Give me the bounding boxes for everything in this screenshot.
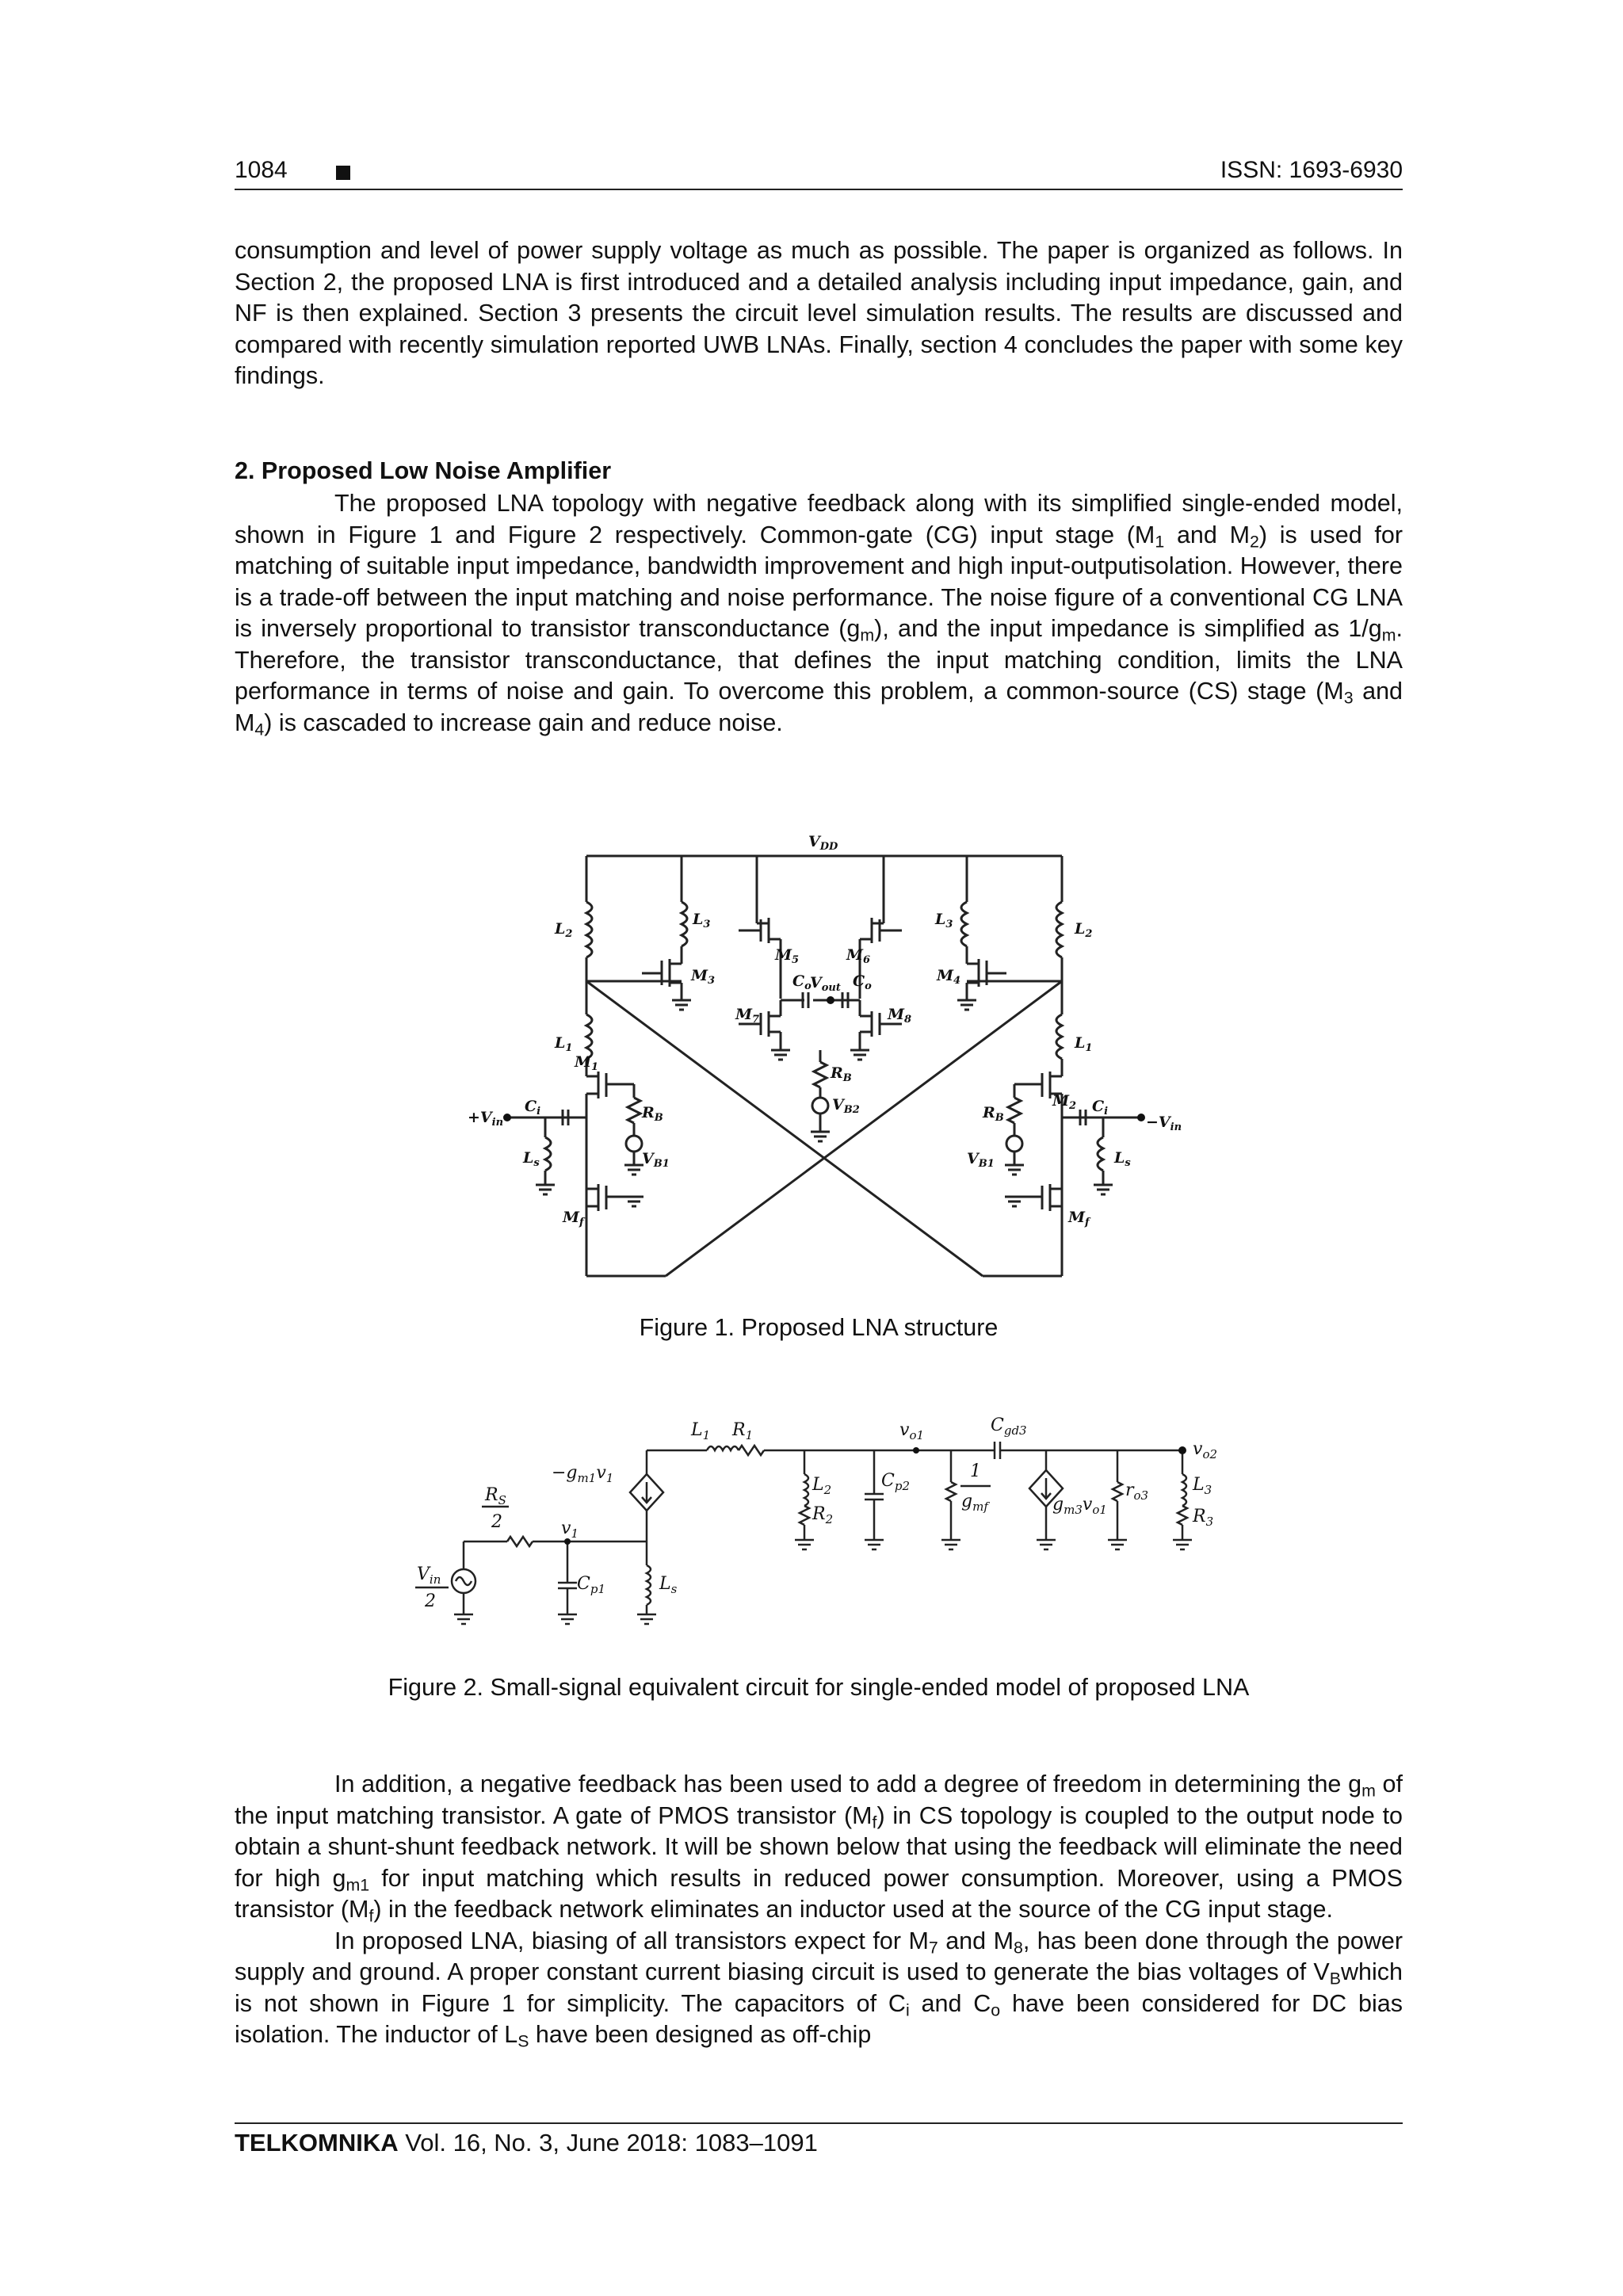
section-paragraph bbox=[235, 488, 1403, 739]
header-square-icon bbox=[336, 166, 350, 180]
figure-2-schematic bbox=[412, 1407, 1276, 1652]
subscript: m bbox=[1381, 625, 1396, 645]
svg-text:Cgd3: $C_{gd3}$ bbox=[991, 1415, 1027, 1438]
svg-text:gm3vo1: $g_{m3}v_{o1}$ bbox=[1052, 1495, 1107, 1517]
svg-text:vo2: $v_{o2}$ bbox=[1193, 1439, 1218, 1461]
text-run: and M bbox=[1164, 521, 1250, 548]
text-run: have been designed as off-chip bbox=[529, 2021, 872, 2048]
subscript: B bbox=[1329, 1969, 1342, 1988]
text-run: . Therefore, the transistor transconductance, that defines the input matching condition, limits the LNA performance in terms of noise and gain. To overcome this problem, a common-source (CS) stage (M bbox=[235, 615, 1403, 705]
text-run: ) in the feedback network eliminates an inductor used at the source of the CG input stage. bbox=[373, 1896, 1333, 1923]
subscript: 4 bbox=[254, 719, 265, 739]
svg-text:M5: $M_5$ bbox=[775, 946, 800, 966]
text-run: ), and the input impedance is simplified as 1/g bbox=[874, 615, 1382, 642]
svg-text:RB: $R_B$ bbox=[831, 1064, 852, 1084]
svg-text:Mf: $M_f$ bbox=[563, 1209, 584, 1228]
text-run: ) in CS topology is coupled to the output node to obtain a shunt-shunt feedback network. It will be shown below that using the feedback will eliminate the need for high g bbox=[235, 1801, 1403, 1892]
text-run: The proposed LNA topology with negative feedback along with its simplified single-ended model, shown in Figure 1 and Figure 2 respectively. Common-gate (CG) input stage (M bbox=[235, 490, 1403, 548]
svg-text:L2: $L_2$ bbox=[555, 920, 573, 940]
svg-text:VB1: $V_{B1}$ bbox=[642, 1150, 670, 1170]
svg-text:L2: $L_2$ bbox=[1075, 920, 1093, 940]
svg-text:Cp2: $C_{p2}$ bbox=[881, 1471, 910, 1493]
svg-text:R3: $R_3$ bbox=[1193, 1507, 1214, 1529]
svg-text:L3: $L_3$ bbox=[1193, 1475, 1212, 1497]
svg-text:Vout: $V_{out}$ bbox=[810, 974, 841, 994]
subscript: i bbox=[905, 2000, 910, 2019]
text-run: ) is cascaded to increase gain and reduce noise. bbox=[264, 709, 783, 736]
svg-text:M4: $M_4$ bbox=[937, 967, 961, 987]
svg-text:ro3: $r_{o3}$ bbox=[1125, 1480, 1149, 1503]
svg-text:Co: $C_o$ bbox=[853, 972, 872, 992]
text-run: and M bbox=[235, 678, 1403, 736]
svg-text:L2: $L_2$ bbox=[812, 1475, 832, 1497]
paragraph-feedback bbox=[235, 1769, 1403, 1926]
svg-text:L1: $L_1$ bbox=[555, 1034, 573, 1054]
text-run: , has been done through the power supply and ground. A proper constant current biasing circuit is used to generate the bias voltages of V bbox=[235, 1927, 1403, 1985]
subscript: 8 bbox=[1013, 1937, 1023, 1957]
svg-text:2: 2 bbox=[425, 1591, 436, 1611]
text-run: and C bbox=[909, 1989, 991, 2017]
figure-1-caption: Figure 1. Proposed LNA structure bbox=[639, 1314, 999, 1341]
closing-paragraphs bbox=[235, 1769, 1403, 2051]
journal-name: TELKOMNIKA bbox=[235, 2129, 399, 2157]
svg-text:1: 1 bbox=[970, 1461, 981, 1481]
figure-2-caption: Figure 2. Small-signal equivalent circuit for single-ended model of proposed LNA bbox=[388, 1674, 1250, 1701]
subscript: 2 bbox=[1250, 531, 1259, 551]
svg-text:Ls: $L_s$ bbox=[659, 1574, 678, 1596]
subscript: f bbox=[369, 1906, 374, 1926]
svg-text:L3: $L_3$ bbox=[935, 911, 953, 930]
svg-text:v1: $v_1$ bbox=[561, 1519, 579, 1541]
subscript: m1 bbox=[346, 1874, 370, 1894]
subscript: m bbox=[860, 625, 875, 645]
svg-text:VB1: $V_{B1}$ bbox=[967, 1150, 995, 1170]
paragraph-biasing bbox=[235, 1926, 1403, 2051]
text-run: In addition, a negative feedback has been used to add a degree of freedom in determining the g bbox=[334, 1771, 1362, 1797]
section-heading: 2. Proposed Low Noise Amplifier bbox=[235, 457, 612, 484]
svg-text:Cp1: $C_{p1}$ bbox=[577, 1574, 605, 1596]
svg-text:Vin: $V_{in}$ bbox=[417, 1564, 441, 1587]
svg-text:R1: $R_1$ bbox=[732, 1420, 754, 1442]
svg-text:RS: $R_S$ bbox=[485, 1485, 506, 1507]
svg-text:Ls: $L_s$ bbox=[523, 1149, 540, 1169]
svg-text:vo1: $v_{o1}$ bbox=[899, 1420, 925, 1442]
svg-text:M8: $M_8$ bbox=[888, 1006, 912, 1026]
vdd-label: $V_{DD}$ bbox=[808, 833, 838, 853]
text-run: and M bbox=[938, 1927, 1014, 1954]
svg-text:RB: $R_B$ bbox=[983, 1104, 1004, 1124]
svg-text:−Vin: $-V_{in}$ bbox=[1146, 1114, 1182, 1133]
text-run: have been considered for DC bias isolation. The inductor of L bbox=[235, 1989, 1403, 2048]
svg-text:2: 2 bbox=[491, 1512, 502, 1532]
svg-text:L3: $L_3$ bbox=[693, 911, 711, 930]
svg-text:+Vin: $+V_{in}$ bbox=[468, 1109, 504, 1129]
svg-text:VB2: $V_{B2}$ bbox=[832, 1096, 860, 1116]
svg-text:M2: $M_2$ bbox=[1052, 1092, 1077, 1112]
citation-text: Vol. 16, No. 3, June 2018: 1083–1091 bbox=[398, 2129, 818, 2157]
svg-text:gmf: $g_{mf}$ bbox=[961, 1492, 988, 1514]
footer-citation bbox=[235, 2129, 818, 2157]
subscript: 7 bbox=[928, 1937, 938, 1957]
svg-text:L1: $L_1$ bbox=[1075, 1034, 1093, 1054]
svg-text:M7: $M_7$ bbox=[735, 1006, 760, 1026]
svg-text:Ls: $L_s$ bbox=[1114, 1149, 1131, 1169]
svg-text:−gm1v1: $-g_{m1}v_1$ bbox=[552, 1463, 614, 1485]
subscript: S bbox=[517, 2031, 529, 2051]
header-rule bbox=[235, 189, 1403, 190]
svg-text:RB: $R_B$ bbox=[642, 1104, 663, 1124]
subscript: 3 bbox=[1343, 688, 1354, 708]
text-run: In proposed LNA, biasing of all transistors expect for M bbox=[334, 1927, 929, 1954]
page-number: 1084 bbox=[235, 157, 288, 183]
svg-text:Ci: $C_i$ bbox=[1092, 1098, 1109, 1117]
text-run: for input matching which results in reduced power consumption. Moreover, using a PMOS transistor (M bbox=[235, 1864, 1403, 1923]
figure-1-schematic bbox=[444, 824, 1189, 1300]
subscript: f bbox=[872, 1812, 877, 1832]
svg-text:R2: $R_2$ bbox=[812, 1504, 834, 1526]
subscript: m bbox=[1361, 1781, 1376, 1801]
subscript: 1 bbox=[1155, 531, 1165, 551]
intro-paragraph bbox=[235, 235, 1403, 392]
subscript: o bbox=[991, 2000, 1001, 2019]
svg-text:M3: $M_3$ bbox=[691, 967, 716, 987]
issn: ISSN: 1693-6930 bbox=[1220, 157, 1403, 183]
svg-text:M6: $M_6$ bbox=[846, 946, 871, 966]
svg-text:Co: $C_o$ bbox=[792, 972, 812, 992]
text-run: ) is used for matching of suitable input impedance, bandwidth improvement and high input-outputisolation. However, there is a trade-off between the input matching and noise performance. The noise figure of a conventional CG LNA is inversely proportional to transistor transconductance (g bbox=[235, 521, 1403, 642]
svg-text:Mf: $M_f$ bbox=[1068, 1209, 1090, 1228]
svg-text:L1: $L_1$ bbox=[691, 1420, 711, 1442]
intro-text: consumption and level of power supply voltage as much as possible. The paper is organized as follows. In Section 2, the proposed LNA is first introduced and a detailed analysis including input impedance, gain, and NF is then explained. Section 3 presents the circuit level simulation results. The results are discussed and compared with recently simulation reported UWB LNAs. Finally, section 4 concludes the paper with some key findings. bbox=[235, 237, 1403, 389]
text-run: of the input matching transistor. A gate of PMOS transistor (M bbox=[235, 1771, 1403, 1829]
footer-rule bbox=[235, 2122, 1403, 2124]
text-run: which is not shown in Figure 1 for simplicity. The capacitors of C bbox=[235, 1958, 1403, 2017]
svg-text:Ci: $C_i$ bbox=[525, 1098, 541, 1117]
svg-text:M1: $M_1$ bbox=[575, 1053, 599, 1073]
